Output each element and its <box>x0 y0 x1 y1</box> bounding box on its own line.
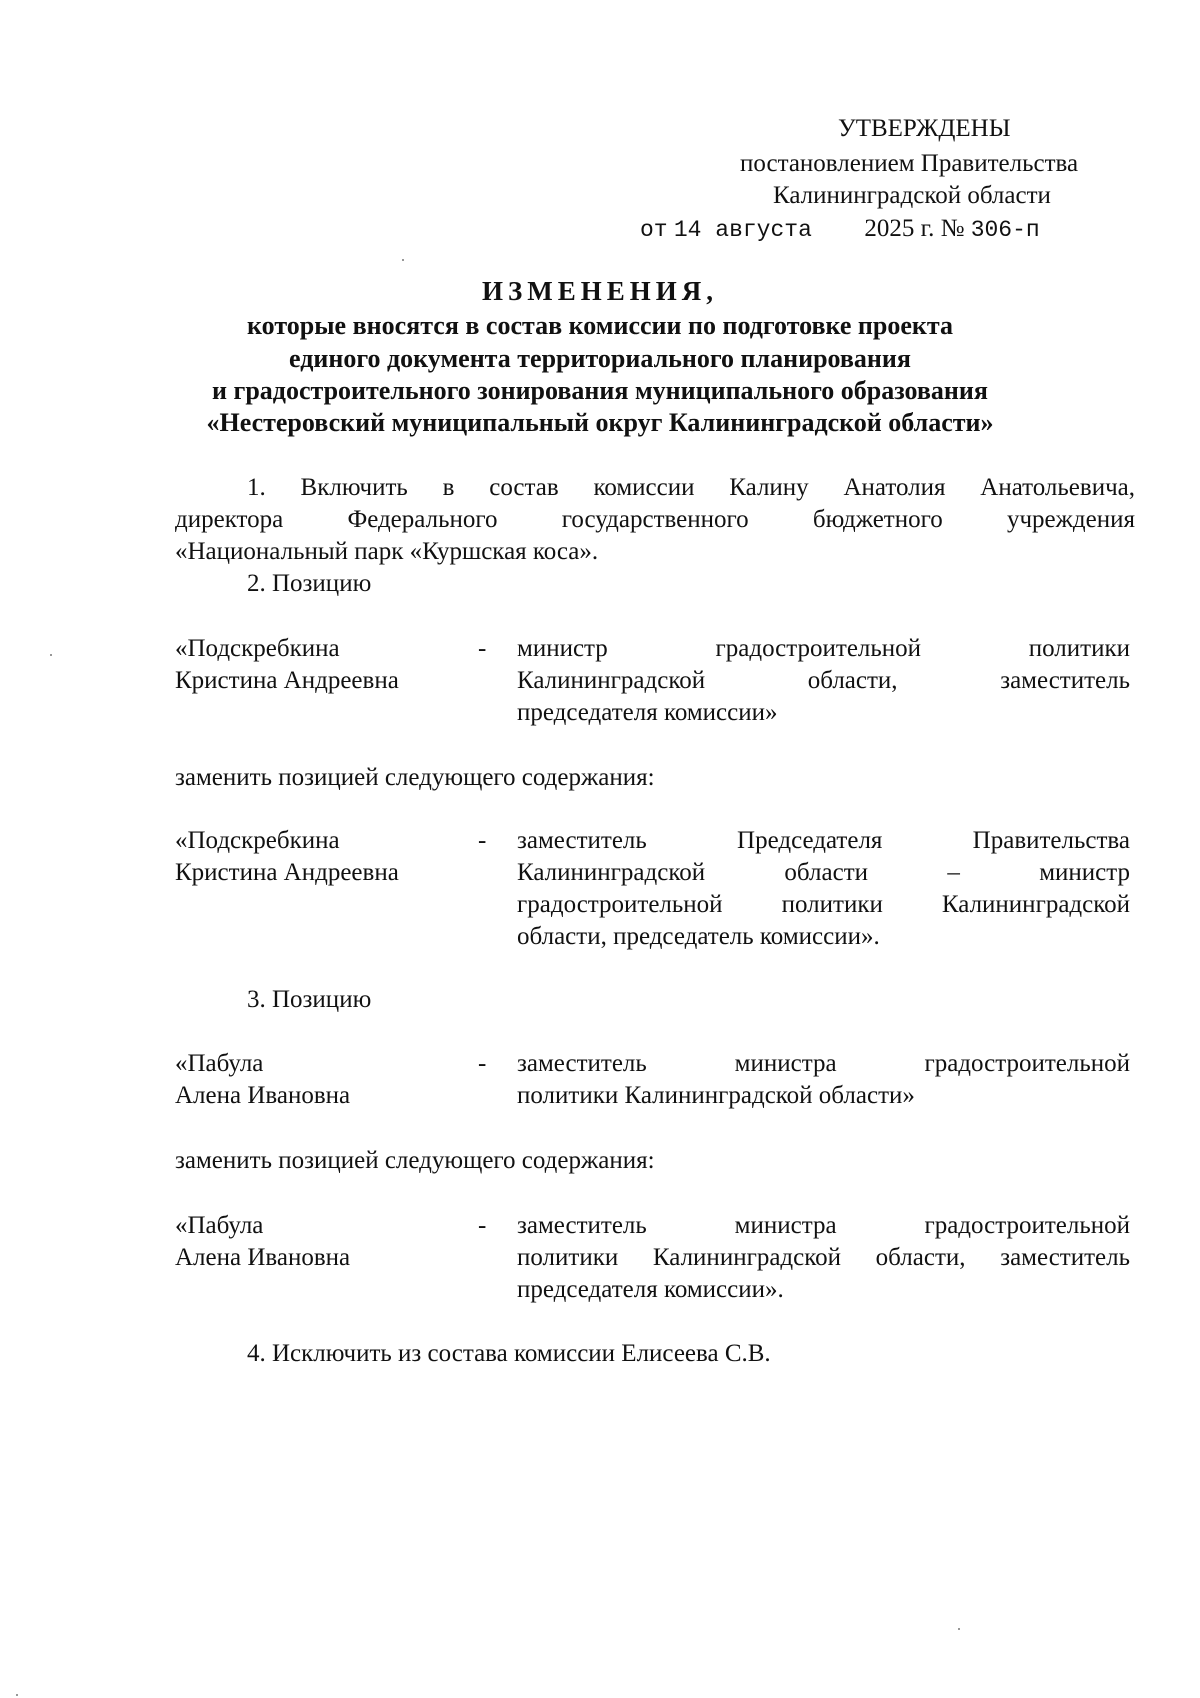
title-line-2: единого документа территориального планирования <box>289 344 911 373</box>
date-year: 2025 г. <box>864 215 935 242</box>
entry-name <box>175 1048 475 1112</box>
position-entry-new-podskrebkina <box>175 825 1135 955</box>
position-entry-old-pabula <box>175 1048 1135 1114</box>
title-line-1: которые вносятся в состав комиссии по подготовке проекта <box>247 311 953 340</box>
entry-dash: - <box>478 1212 487 1239</box>
replace-instruction-2: заменить позицией следующего содержания: <box>175 1147 655 1174</box>
entry-name-line-2: Кристина Андреевна <box>175 667 399 694</box>
document-number: 306-п <box>970 217 1040 243</box>
number-sign: № <box>940 215 965 242</box>
replace-instruction-1: заменить позицией следующего содержания: <box>175 764 655 791</box>
document-title: ИЗМЕНЕНИЯ, <box>481 276 718 306</box>
item-2-label: 2. Позицию <box>247 570 372 597</box>
position-entry-new-pabula <box>175 1210 1135 1310</box>
entry-desc-line-2: Калининградской области, заместитель <box>517 667 1130 694</box>
entry-desc-line-1: заместитель министра градостроительной <box>517 1050 1130 1077</box>
scan-speck <box>16 1694 18 1696</box>
entry-name <box>175 633 475 697</box>
scan-speck <box>402 259 404 261</box>
entry-description <box>517 1048 1130 1112</box>
entry-name-line-1: «Пабула <box>175 1212 264 1239</box>
entry-desc-line-2: политики Калининградской области, заместитель <box>517 1244 1130 1271</box>
entry-desc-line-3: градостроительной политики Калининградской <box>517 891 1130 918</box>
entry-description <box>517 1210 1130 1306</box>
entry-name-line-1: «Подскребкина <box>175 635 340 662</box>
entry-desc-line-3: председателя комиссии» <box>517 699 778 726</box>
item-1-line-3: «Национальный парк «Куршская коса». <box>175 538 599 565</box>
scan-speck <box>50 654 52 656</box>
item-1-line-1: 1. Включить в состав комиссии Калину Анатолия Анатольевича, <box>247 474 1135 501</box>
entry-name <box>175 825 475 889</box>
item-4-text: 4. Исключить из состава комиссии Елисеева С.В. <box>247 1340 771 1367</box>
title-line-4: «Нестеровский муниципальный округ Калининградской области» <box>206 408 994 437</box>
entry-desc-line-4: области, председатель комиссии». <box>517 923 880 950</box>
date-prefix: от <box>640 217 668 243</box>
entry-desc-line-2: политики Калининградской области» <box>517 1082 915 1109</box>
position-entry-old-podskrebkina <box>175 633 1135 733</box>
entry-desc-line-1: министр градостроительной политики <box>517 635 1130 662</box>
date-day-month: 14 августа <box>673 217 812 243</box>
entry-dash: - <box>478 1050 487 1077</box>
title-line-3: и градостроительного зонирования муниципального образования <box>212 376 988 405</box>
entry-dash: - <box>478 827 487 854</box>
scan-speck <box>958 1628 960 1630</box>
entry-name-line-2: Кристина Андреевна <box>175 859 399 886</box>
entry-desc-line-1: заместитель министра градостроительной <box>517 1212 1130 1239</box>
entry-desc-line-1: заместитель Председателя Правительства <box>517 827 1130 854</box>
item-1-line-2: директора Федерального государственного бюджетного учреждения <box>175 506 1135 533</box>
entry-desc-line-3: председателя комиссии». <box>517 1276 784 1303</box>
entry-name-line-1: «Подскребкина <box>175 827 340 854</box>
approval-line-2: Калининградской области <box>773 182 1051 209</box>
approval-date-line <box>640 216 1040 242</box>
approval-heading: УТВЕРЖДЕНЫ <box>838 115 1011 142</box>
entry-name <box>175 1210 475 1274</box>
entry-description <box>517 825 1130 953</box>
item-3-label: 3. Позицию <box>247 986 372 1013</box>
entry-name-line-2: Алена Ивановна <box>175 1244 351 1271</box>
approval-line-1: постановлением Правительства <box>740 150 1079 177</box>
entry-desc-line-2: Калининградской области – министр <box>517 859 1130 886</box>
entry-name-line-2: Алена Ивановна <box>175 1082 351 1109</box>
entry-name-line-1: «Пабула <box>175 1050 264 1077</box>
entry-dash: - <box>478 635 487 662</box>
entry-description <box>517 633 1130 729</box>
